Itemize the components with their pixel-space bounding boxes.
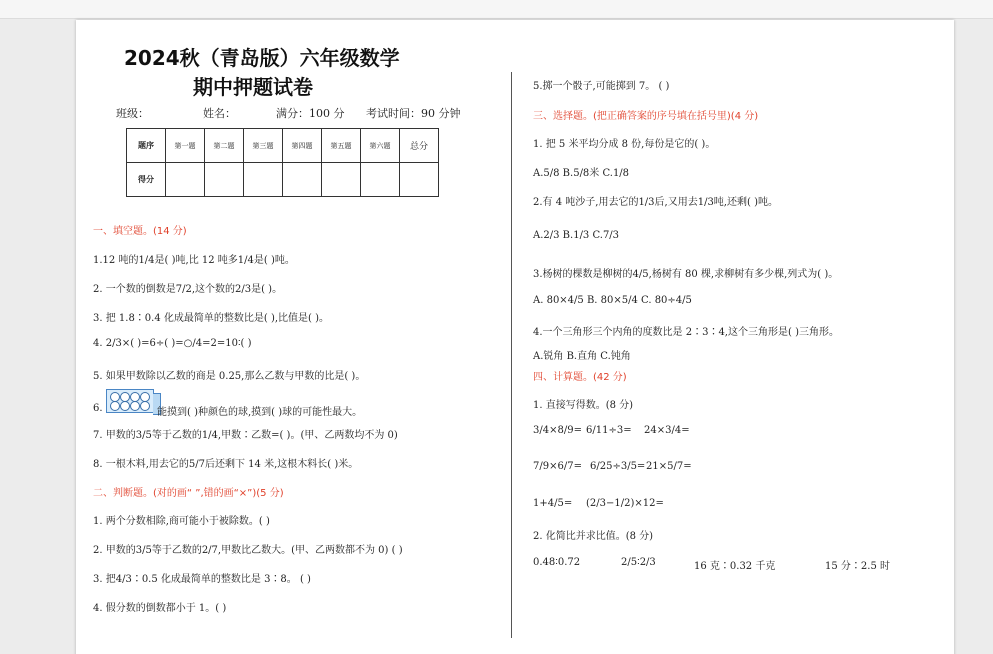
- score-cell: [283, 163, 322, 197]
- question-4-1: 1. 直接写得数。(8 分): [533, 400, 634, 411]
- question-1-7: 7. 甲数的3/5等于乙数的1/4,甲数∶乙数=( )。(甲、乙两数均不为 0): [93, 430, 398, 441]
- ball-icon: [110, 401, 120, 411]
- ratio-item: 16 克∶0.32 千克: [694, 561, 776, 572]
- question-3-2-options: A.2/3 B.1/3 C.7/3: [533, 230, 620, 241]
- section-judgement-heading: 二、判断题。(对的画“ ”,错的画“×”)(5 分): [93, 488, 284, 499]
- score-cell: 第六题: [361, 129, 400, 163]
- question-3-4-options: A.锐角 B.直角 C.钝角: [533, 351, 631, 362]
- question-2-4: 4. 假分数的倒数都小于 1。( ): [93, 603, 227, 614]
- question-3-3-options: A. 80×4/5 B. 80×5/4 C. 80÷4/5: [533, 295, 692, 306]
- question-1-3: 3. 把 1.8∶0.4 化成最简单的整数比是( ),比值是( )。: [93, 313, 330, 324]
- score-cell: 第一题: [166, 129, 205, 163]
- score-cell: 得分: [127, 163, 166, 197]
- question-3-4: 4.一个三角形三个内角的度数比是 2∶3∶4,这个三角形是( )三角形。: [533, 327, 839, 338]
- score-cell: 第五题: [322, 129, 361, 163]
- question-4-2: 2. 化简比并求比值。(8 分): [533, 531, 654, 542]
- score-cell: [361, 163, 400, 197]
- viewer-toolbar: [0, 0, 993, 19]
- calc-item: 24×3/4=: [644, 425, 690, 436]
- class-label: 班级：: [116, 107, 149, 120]
- question-1-6: 能摸到( )种颜色的球,摸到( )球的可能性最大。: [157, 407, 363, 418]
- score-table-score-row: [127, 163, 439, 197]
- score-cell: [166, 163, 205, 197]
- score-cell: [400, 163, 439, 197]
- section-choice-heading: 三、选择题。(把正确答案的序号填在括号里)(4 分): [533, 111, 759, 122]
- ball-icon: [140, 401, 150, 411]
- section-fill-blank-heading: 一、填空题。(14 分): [93, 226, 187, 237]
- question-3-3: 3.杨树的棵数是柳树的4/5,杨树有 80 棵,求柳树有多少棵,列式为( )。: [533, 269, 839, 280]
- question-1-5: 5. 如果甲数除以乙数的商是 0.25,那么乙数与甲数的比是( )。: [93, 371, 366, 382]
- calc-item: 7/9×6/7=: [533, 461, 582, 472]
- score-cell: 第二题: [205, 129, 244, 163]
- question-2-5: 5.掷一个骰子,可能掷到 7。 ( ): [533, 81, 670, 92]
- calc-item: 21×5/7=: [646, 461, 692, 472]
- question-3-1: 1. 把 5 米平均分成 8 份,每份是它的( )。: [533, 139, 716, 150]
- section-calculation-heading: 四、计算题。(42 分): [533, 372, 627, 383]
- exam-title: 2024秋（青岛版）六年级数学: [124, 46, 400, 70]
- calc-item: (2/3−1/2)×12=: [586, 498, 664, 509]
- question-2-2: 2. 甲数的3/5等于乙数的2/7,甲数比乙数大。(甲、乙两数都不为 0) ( ): [93, 545, 403, 556]
- ratio-item: 15 分∶2.5 时: [825, 561, 890, 572]
- score-cell: [322, 163, 361, 197]
- column-divider: [511, 72, 512, 638]
- score-table: [126, 128, 439, 197]
- question-1-2: 2. 一个数的倒数是7/2,这个数的2/3是( )。: [93, 284, 283, 295]
- score-cell: 第三题: [244, 129, 283, 163]
- question-1-6-number: 6.: [93, 403, 103, 414]
- question-2-1: 1. 两个分数相除,商可能小于被除数。( ): [93, 516, 270, 527]
- score-cell: 总分: [400, 129, 439, 163]
- calc-item: 1+4/5=: [533, 498, 573, 509]
- calc-item: 3/4×8/9=: [533, 425, 582, 436]
- question-3-1-options: A.5/8 B.5/8米 C.1/8: [533, 168, 630, 179]
- question-3-2: 2.有 4 吨沙子,用去它的1/3后,又用去1/3吨,还剩( )吨。: [533, 197, 778, 208]
- question-2-3: 3. 把4/3∶0.5 化成最简单的整数比是 3∶8。 ( ): [93, 574, 311, 585]
- ratio-item: 0.48∶0.72: [533, 557, 581, 568]
- ball-icon: [130, 401, 140, 411]
- exam-subtitle: 期中押题试卷: [193, 75, 313, 99]
- score-cell: 第四题: [283, 129, 322, 163]
- calc-item: 6/11÷3=: [586, 425, 632, 436]
- ball-box-image: [106, 389, 154, 413]
- exam-time-label: 考试时间：90 分钟: [366, 107, 461, 120]
- ratio-item: 2/5∶2/3: [621, 557, 656, 568]
- calc-item: 6/25÷3/5=: [590, 461, 646, 472]
- question-1-1: 1.12 吨的1/4是( )吨,比 12 吨多1/4是( )吨。: [93, 255, 295, 266]
- question-1-4: 4. 2/3×( )=6÷( )=○/4=2=10∶( ): [93, 338, 252, 349]
- name-label: 姓名：: [203, 107, 236, 120]
- score-cell: [244, 163, 283, 197]
- score-cell: [205, 163, 244, 197]
- full-score-label: 满分：100 分: [276, 107, 345, 120]
- score-cell: 题序: [127, 129, 166, 163]
- ball-icon: [120, 401, 130, 411]
- score-table-header-row: [127, 129, 439, 163]
- question-1-8: 8. 一根木料,用去它的5/7后还剩下 14 米,这根木料长( )米。: [93, 459, 359, 470]
